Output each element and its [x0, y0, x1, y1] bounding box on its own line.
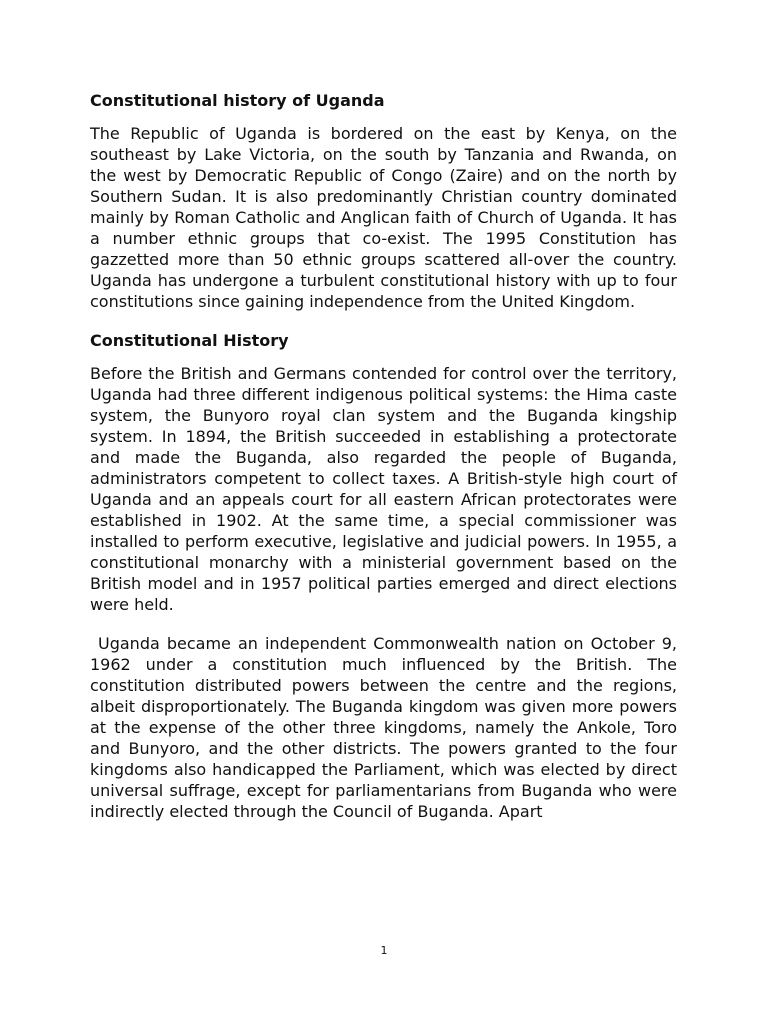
- section-heading: Constitutional History: [90, 331, 289, 350]
- document-title: Constitutional history of Uganda: [90, 91, 385, 110]
- document-page: [90, 90, 677, 840]
- page-number: 1: [380, 944, 388, 957]
- intro-paragraph: The Republic of Uganda is bordered on the east by Kenya, on the southeast by Lake Victoria, on the south by Tanzania and Rwanda, on the west by Democratic Republic of Congo (Zaire) and on the north by Southern Sudan. It is also predominantly Christian country dominated mainly by Roman Catholic and Anglican faith of Church of Uganda. It has a number ethnic groups that co-exist. The 1995 Constitution has gazzetted more than 50 ethnic groups scattered all-over the country. Uganda has undergone a turbulent constitutional history with up to four constitutions since gaining independence from the United Kingdom.: [90, 124, 677, 311]
- body-paragraph-2: Uganda became an independent Commonwealth nation on October 9, 1962 under a constitution much influenced by the British. The constitution distributed powers between the centre and the regions, albeit disproportionately. The Buganda kingdom was given more powers at the expense of the other three kingdoms, namely the Ankole, Toro and Bunyoro, and the other districts. The powers granted to the four kingdoms also handicapped the Parliament, which was elected by direct universal suffrage, except for parliamentarians from Buganda who were indirectly elected through the Council of Buganda. Apart: [90, 634, 677, 821]
- body-paragraph-1: Before the British and Germans contended for control over the territory, Uganda had three different indigenous political systems: the Hima caste system, the Bunyoro royal clan system and the Buganda kingship system. In 1894, the British succeeded in establishing a protectorate and made the Buganda, also regarded the people of Buganda, administrators competent to collect taxes. A British-style high court of Uganda and an appeals court for all eastern African protectorates were established in 1902. At the same time, a special commissioner was installed to perform executive, legislative and judicial powers. In 1955, a constitutional monarchy with a ministerial government based on the British model and in 1957 political parties emerged and direct elections were held.: [90, 364, 677, 614]
